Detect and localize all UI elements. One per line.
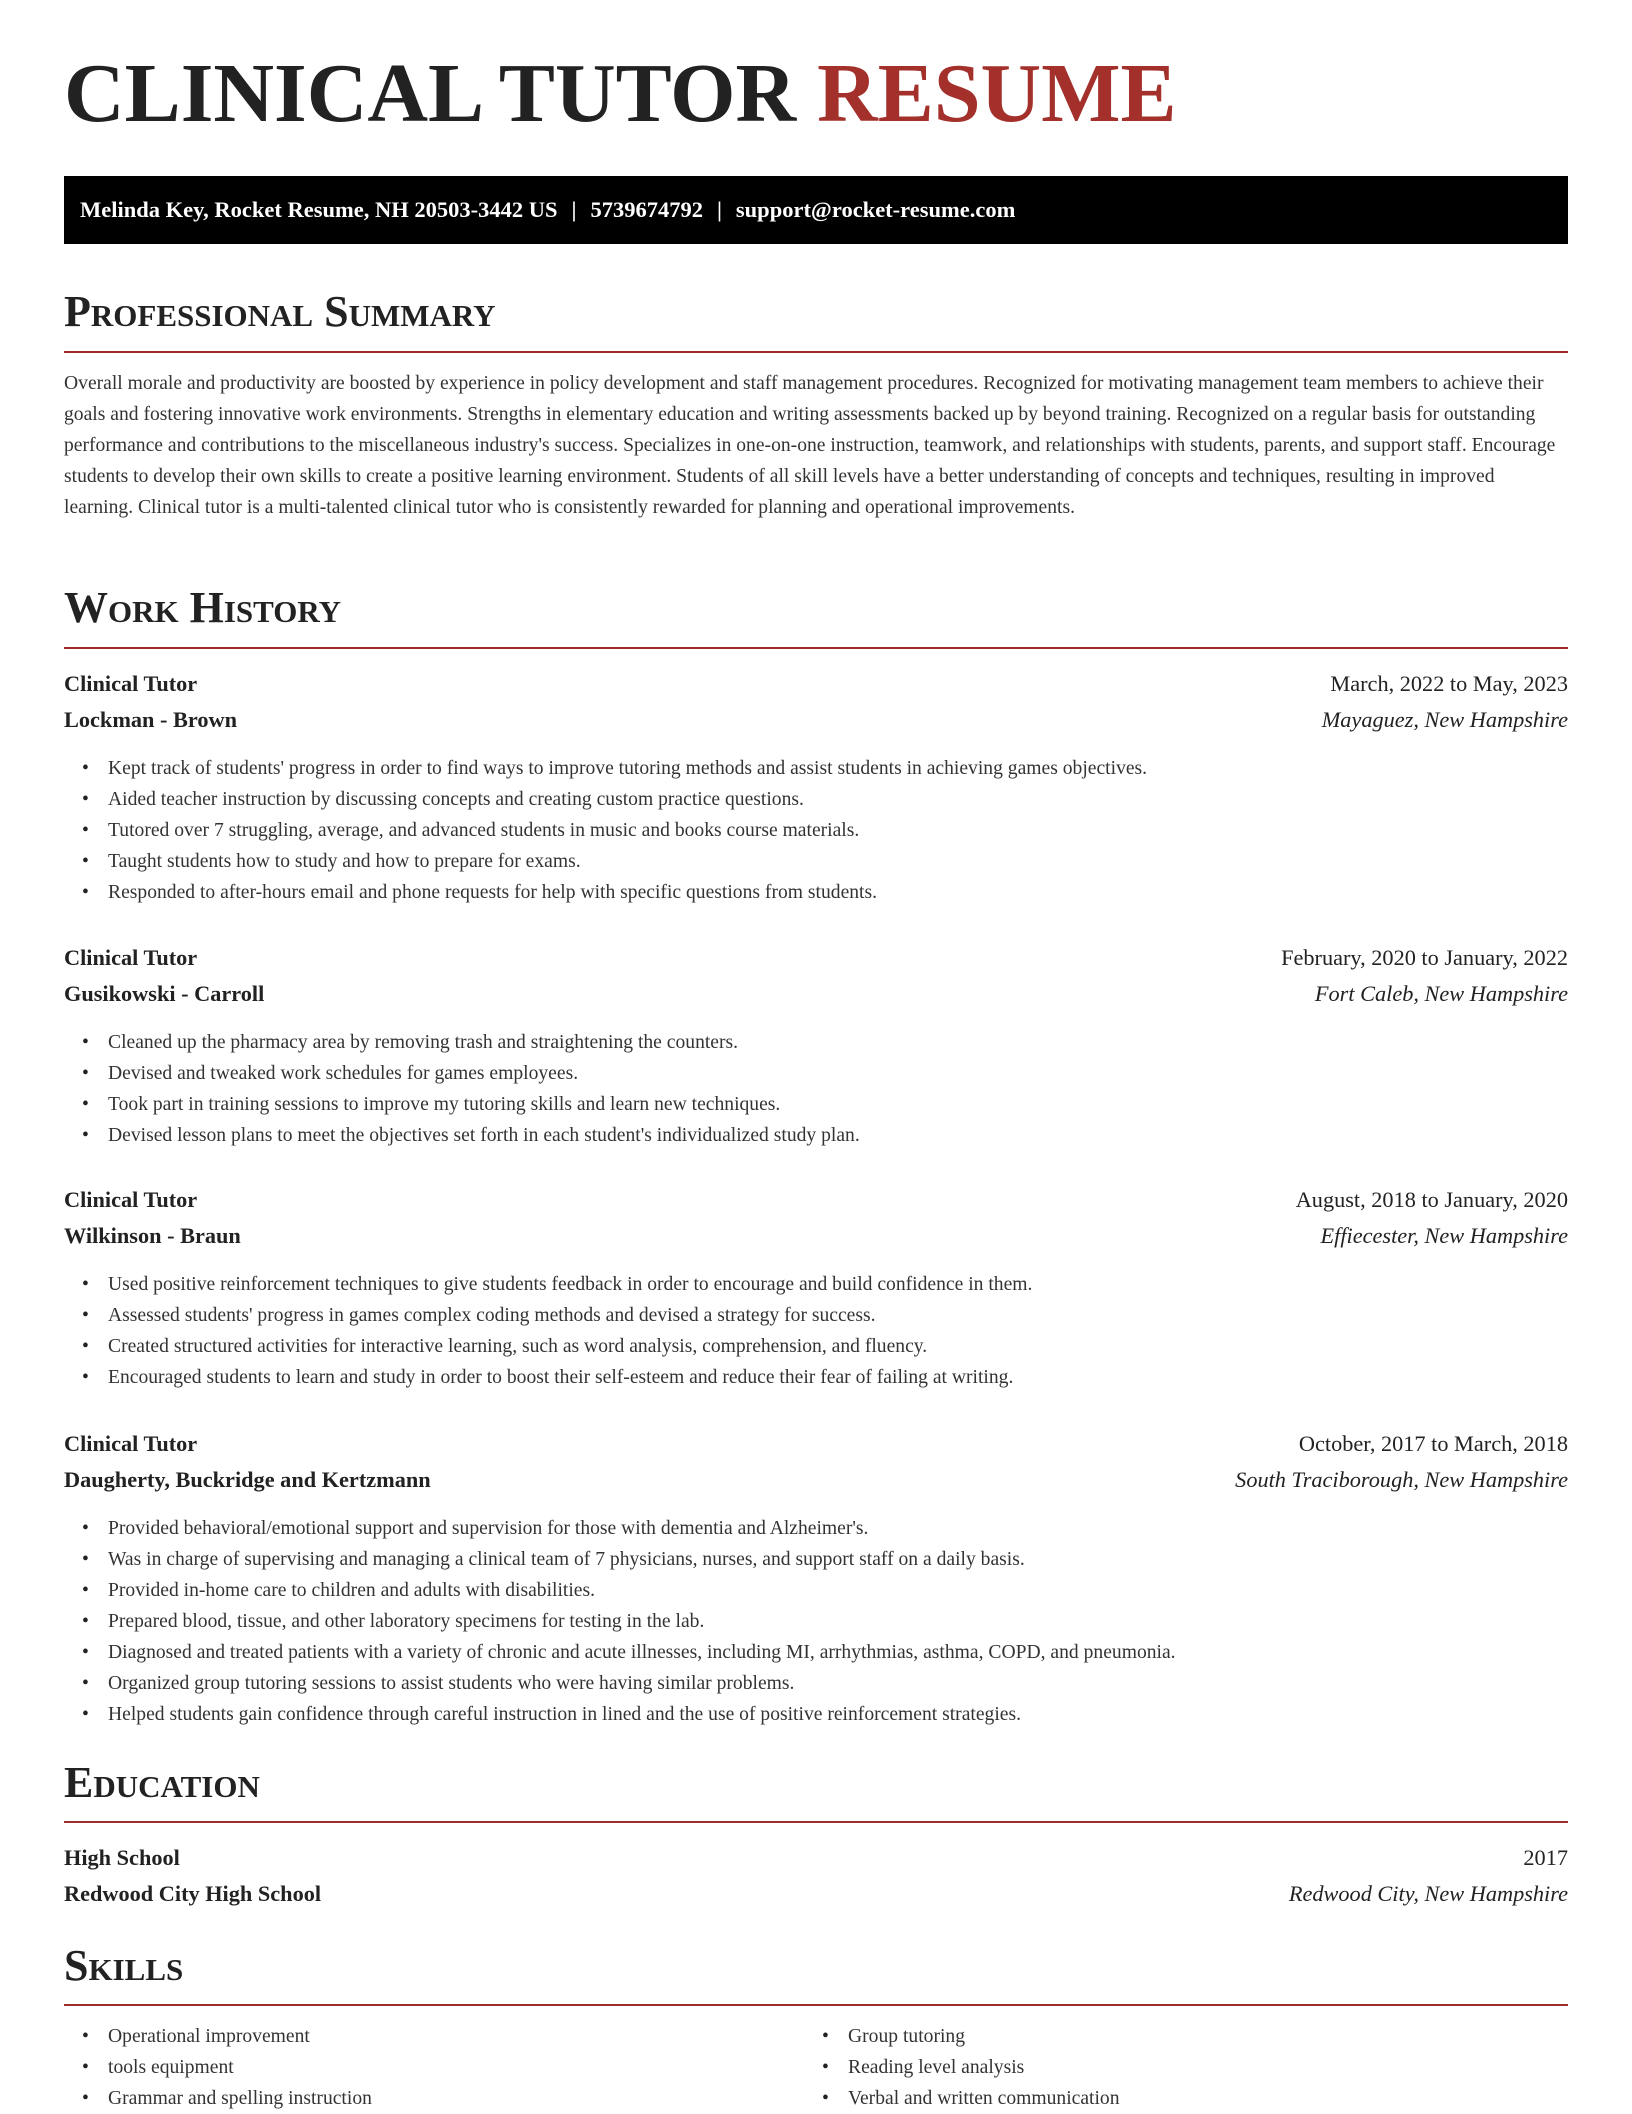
job-bullet: • Was in charge of supervising and managing a clinical team of 7 physicians, nurses, and support staff on a daily basis. [108, 1544, 1612, 1575]
job-bullets [64, 1513, 1612, 1730]
job-bullet: • Used positive reinforcement techniques to give students feedback in order to encourage and build confidence in them. [108, 1269, 1612, 1300]
job-location: Mayaguez, New Hampshire [1321, 707, 1568, 732]
job-bullet: • Devised lesson plans to meet the objectives set forth in each student's individualized study plan. [108, 1120, 1612, 1151]
work-divider [64, 647, 1568, 649]
job-header-row [64, 1428, 1568, 1460]
contact-email: support@rocket-resume.com [735, 197, 1016, 222]
job-bullet: • Created structured activities for interactive learning, such as word analysis, comprehension, and fluency. [108, 1331, 1612, 1362]
title-main: CLINICAL TUTOR [64, 47, 797, 140]
job-bullet: • Encouraged students to learn and study in order to boost their self-esteem and reduce their fear of failing at writing. [108, 1362, 1612, 1393]
job-title: Clinical Tutor [64, 1431, 198, 1456]
summary-divider [64, 351, 1568, 353]
job-bullet: • Organized group tutoring sessions to assist students who were having similar problems. [108, 1668, 1612, 1699]
job-company: Daugherty, Buckridge and Kertzmann [64, 1467, 431, 1492]
job-bullet: • Responded to after-hours email and phone requests for help with specific questions from students. [108, 877, 1612, 908]
skill-item: • Grammar and spelling instruction [108, 2083, 1612, 2114]
work-heading: Work History [64, 583, 342, 632]
job-location: South Traciborough, New Hampshire [1235, 1467, 1568, 1492]
job-bullet: • Devised and tweaked work schedules for games employees. [108, 1058, 1612, 1089]
contact-separator: | [571, 197, 577, 222]
education-school-row [64, 1878, 1568, 1910]
job-bullet: • Provided in-home care to children and adults with disabilities. [108, 1575, 1612, 1606]
job-company: Wilkinson - Braun [64, 1223, 241, 1248]
job-header-row [64, 942, 1568, 974]
job-bullet: • Taught students how to study and how to prepare for exams. [108, 846, 1612, 877]
job-location: Effiecester, New Hampshire [1320, 1223, 1568, 1248]
skill-item: • Verbal and written communication [848, 2083, 1612, 2114]
job-bullets [64, 1269, 1612, 1393]
job-bullets [64, 753, 1612, 908]
job-bullet: • Took part in training sessions to improve my tutoring skills and learn new techniques. [108, 1089, 1612, 1120]
summary-heading: Professional Summary [64, 287, 496, 336]
job-bullet: • Cleaned up the pharmacy area by removing trash and straightening the counters. [108, 1027, 1612, 1058]
job-bullet: • Aided teacher instruction by discussing concepts and creating custom practice questions. [108, 784, 1612, 815]
skills-heading: Skills [64, 1941, 184, 1990]
job-company-row [64, 1220, 1568, 1252]
skill-item: • Operational improvement [108, 2021, 1612, 2052]
contact-phone: 5739674792 [590, 197, 703, 222]
job-dates: March, 2022 to May, 2023 [1330, 671, 1568, 696]
education-year: 2017 [1523, 1845, 1568, 1870]
job-header-row [64, 668, 1568, 700]
education-header-row [64, 1842, 1568, 1874]
skills-list-right [804, 2021, 1612, 2114]
job-company-row [64, 704, 1568, 736]
job-company-row [64, 978, 1568, 1010]
job-dates: August, 2018 to January, 2020 [1295, 1187, 1568, 1212]
job-bullet: • Assessed students' progress in games complex coding methods and devised a strategy for success. [108, 1300, 1612, 1331]
skills-divider [64, 2004, 1568, 2006]
job-company-row [64, 1464, 1568, 1496]
job-company: Gusikowski - Carroll [64, 981, 265, 1006]
education-location: Redwood City, New Hampshire [1288, 1881, 1568, 1906]
education-degree: High School [64, 1845, 180, 1870]
job-title: Clinical Tutor [64, 1187, 198, 1212]
skill-item: • tools equipment [108, 2052, 1612, 2083]
education-school: Redwood City High School [64, 1881, 322, 1906]
job-bullet: • Kept track of students' progress in order to find ways to improve tutoring methods and assist students in achieving games objectives. [108, 753, 1612, 784]
job-bullet: • Provided behavioral/emotional support and supervision for those with dementia and Alzheimer's. [108, 1513, 1612, 1544]
job-bullet: • Tutored over 7 struggling, average, and advanced students in music and books course materials. [108, 815, 1612, 846]
education-heading: Education [64, 1758, 260, 1807]
job-header-row [64, 1184, 1568, 1216]
job-dates: February, 2020 to January, 2022 [1281, 945, 1568, 970]
contact-address: Melinda Key, Rocket Resume, NH 20503-3442 US [80, 197, 558, 222]
job-bullet: • Prepared blood, tissue, and other laboratory specimens for testing in the lab. [108, 1606, 1612, 1637]
job-title: Clinical Tutor [64, 671, 198, 696]
job-company: Lockman - Brown [64, 707, 238, 732]
education-divider [64, 1821, 1568, 1823]
job-bullet: • Diagnosed and treated patients with a variety of chronic and acute illnesses, including MI, arrhythmias, asthma, COPD, and pneumonia. [108, 1637, 1612, 1668]
job-bullet: • Helped students gain confidence through careful instruction in lined and the use of positive reinforcement strategies. [108, 1699, 1612, 1730]
job-dates: October, 2017 to March, 2018 [1298, 1431, 1568, 1456]
resume-title [64, 47, 1177, 140]
contact-bar [64, 176, 1568, 244]
title-accent: RESUME [817, 47, 1177, 140]
job-bullets [64, 1027, 1612, 1151]
job-title: Clinical Tutor [64, 945, 198, 970]
contact-separator: | [716, 197, 722, 222]
skill-item: • Reading level analysis [848, 2052, 1612, 2083]
job-location: Fort Caleb, New Hampshire [1314, 981, 1568, 1006]
summary-text: Overall morale and productivity are boosted by experience in policy development and staff management procedures. Recognized for motivating management team members to achieve their goals and fostering innovative work environments. Strengths in elementary education and writing assessments backed up by beyond training. Recognized on a regular basis for outstanding performance and contributions to the miscellaneous industry's success. Specializes in one-on-one instruction, teamwork, and relationships with students, parents, and support staff. Encourage students to develop their own skills to create a positive learning environment. Students of all skill levels have a better understanding of concepts and techniques, resulting in improved learning. Clinical tutor is a multi-talented clinical tutor who is consistently rewarded for planning and operational improvements. [64, 373, 1556, 518]
skill-item: • Group tutoring [848, 2021, 1612, 2052]
